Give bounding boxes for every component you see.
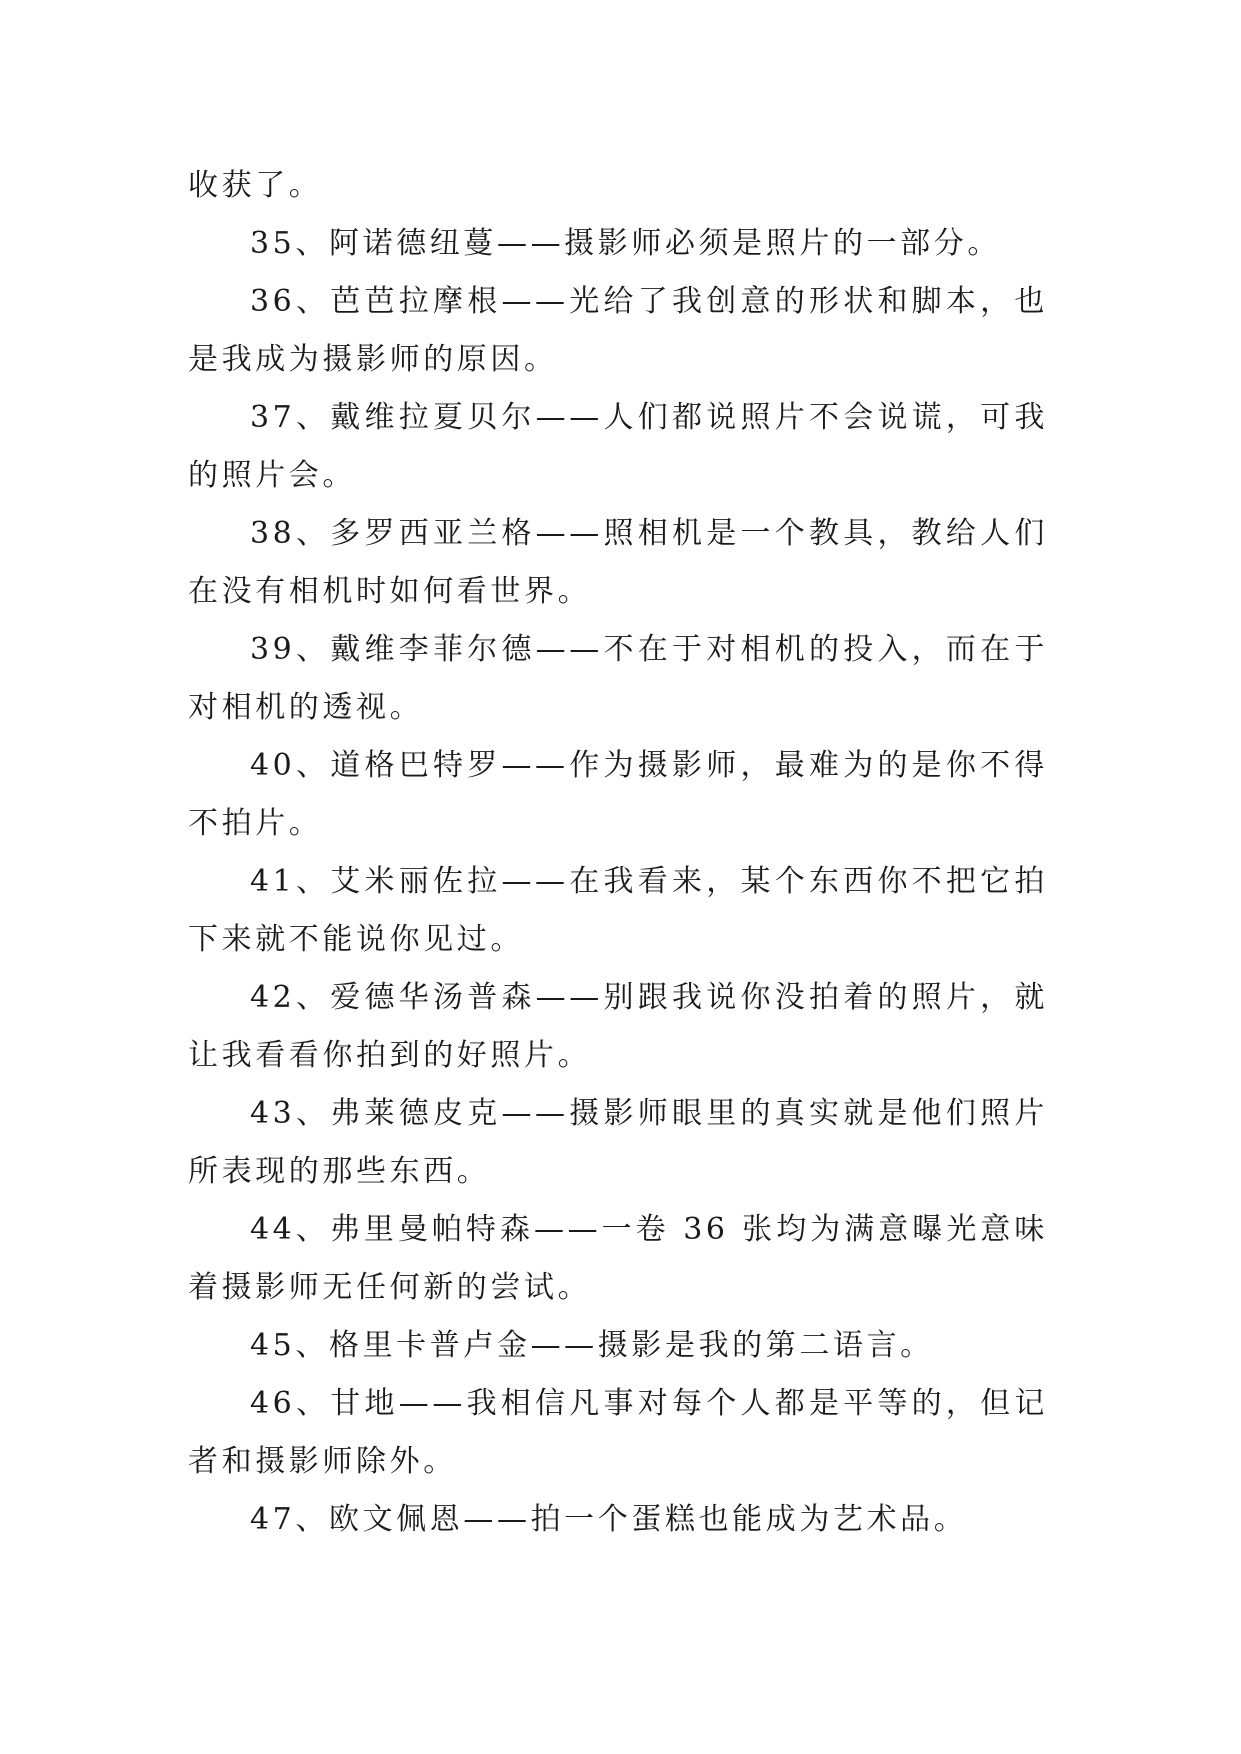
quote-40: 40、道格巴特罗——作为摄影师，最难为的是你不得不拍片。: [188, 748, 1048, 841]
quote-39: 39、戴维李菲尔德——不在于对相机的投入，而在于对相机的透视。: [188, 632, 1048, 725]
quote-45: 45、格里卡普卢金——摄影是我的第二语言。: [250, 1328, 934, 1363]
quote-36: 36、芭芭拉摩根——光给了我创意的形状和脚本，也是我成为摄影师的原因。: [188, 284, 1048, 377]
quote-41: 41、艾米丽佐拉——在我看来，某个东西你不把它拍下来就不能说你见过。: [188, 864, 1048, 957]
quote-35: 35、阿诺德纽蔓——摄影师必须是照片的一部分。: [250, 226, 1001, 261]
quote-42: 42、爱德华汤普森——别跟我说你没拍着的照片，就让我看看你拍到的好照片。: [188, 980, 1048, 1073]
quote-43: 43、弗莱德皮克——摄影师眼里的真实就是他们照片所表现的那些东西。: [188, 1096, 1048, 1189]
paragraph-continuation: 收获了。: [188, 168, 323, 203]
quote-38: 38、多罗西亚兰格——照相机是一个教具，教给人们在没有相机时如何看世界。: [188, 516, 1048, 609]
quote-46: 46、甘地——我相信凡事对每个人都是平等的，但记者和摄影师除外。: [188, 1386, 1048, 1479]
document-body: [188, 157, 1048, 1549]
quote-47: 47、欧文佩恩——拍一个蛋糕也能成为艺术品。: [250, 1502, 968, 1537]
quote-37: 37、戴维拉夏贝尔——人们都说照片不会说谎，可我的照片会。: [188, 400, 1048, 493]
quote-44: 44、弗里曼帕特森——一卷 36 张均为满意曝光意味着摄影师无任何新的尝试。: [188, 1212, 1048, 1305]
